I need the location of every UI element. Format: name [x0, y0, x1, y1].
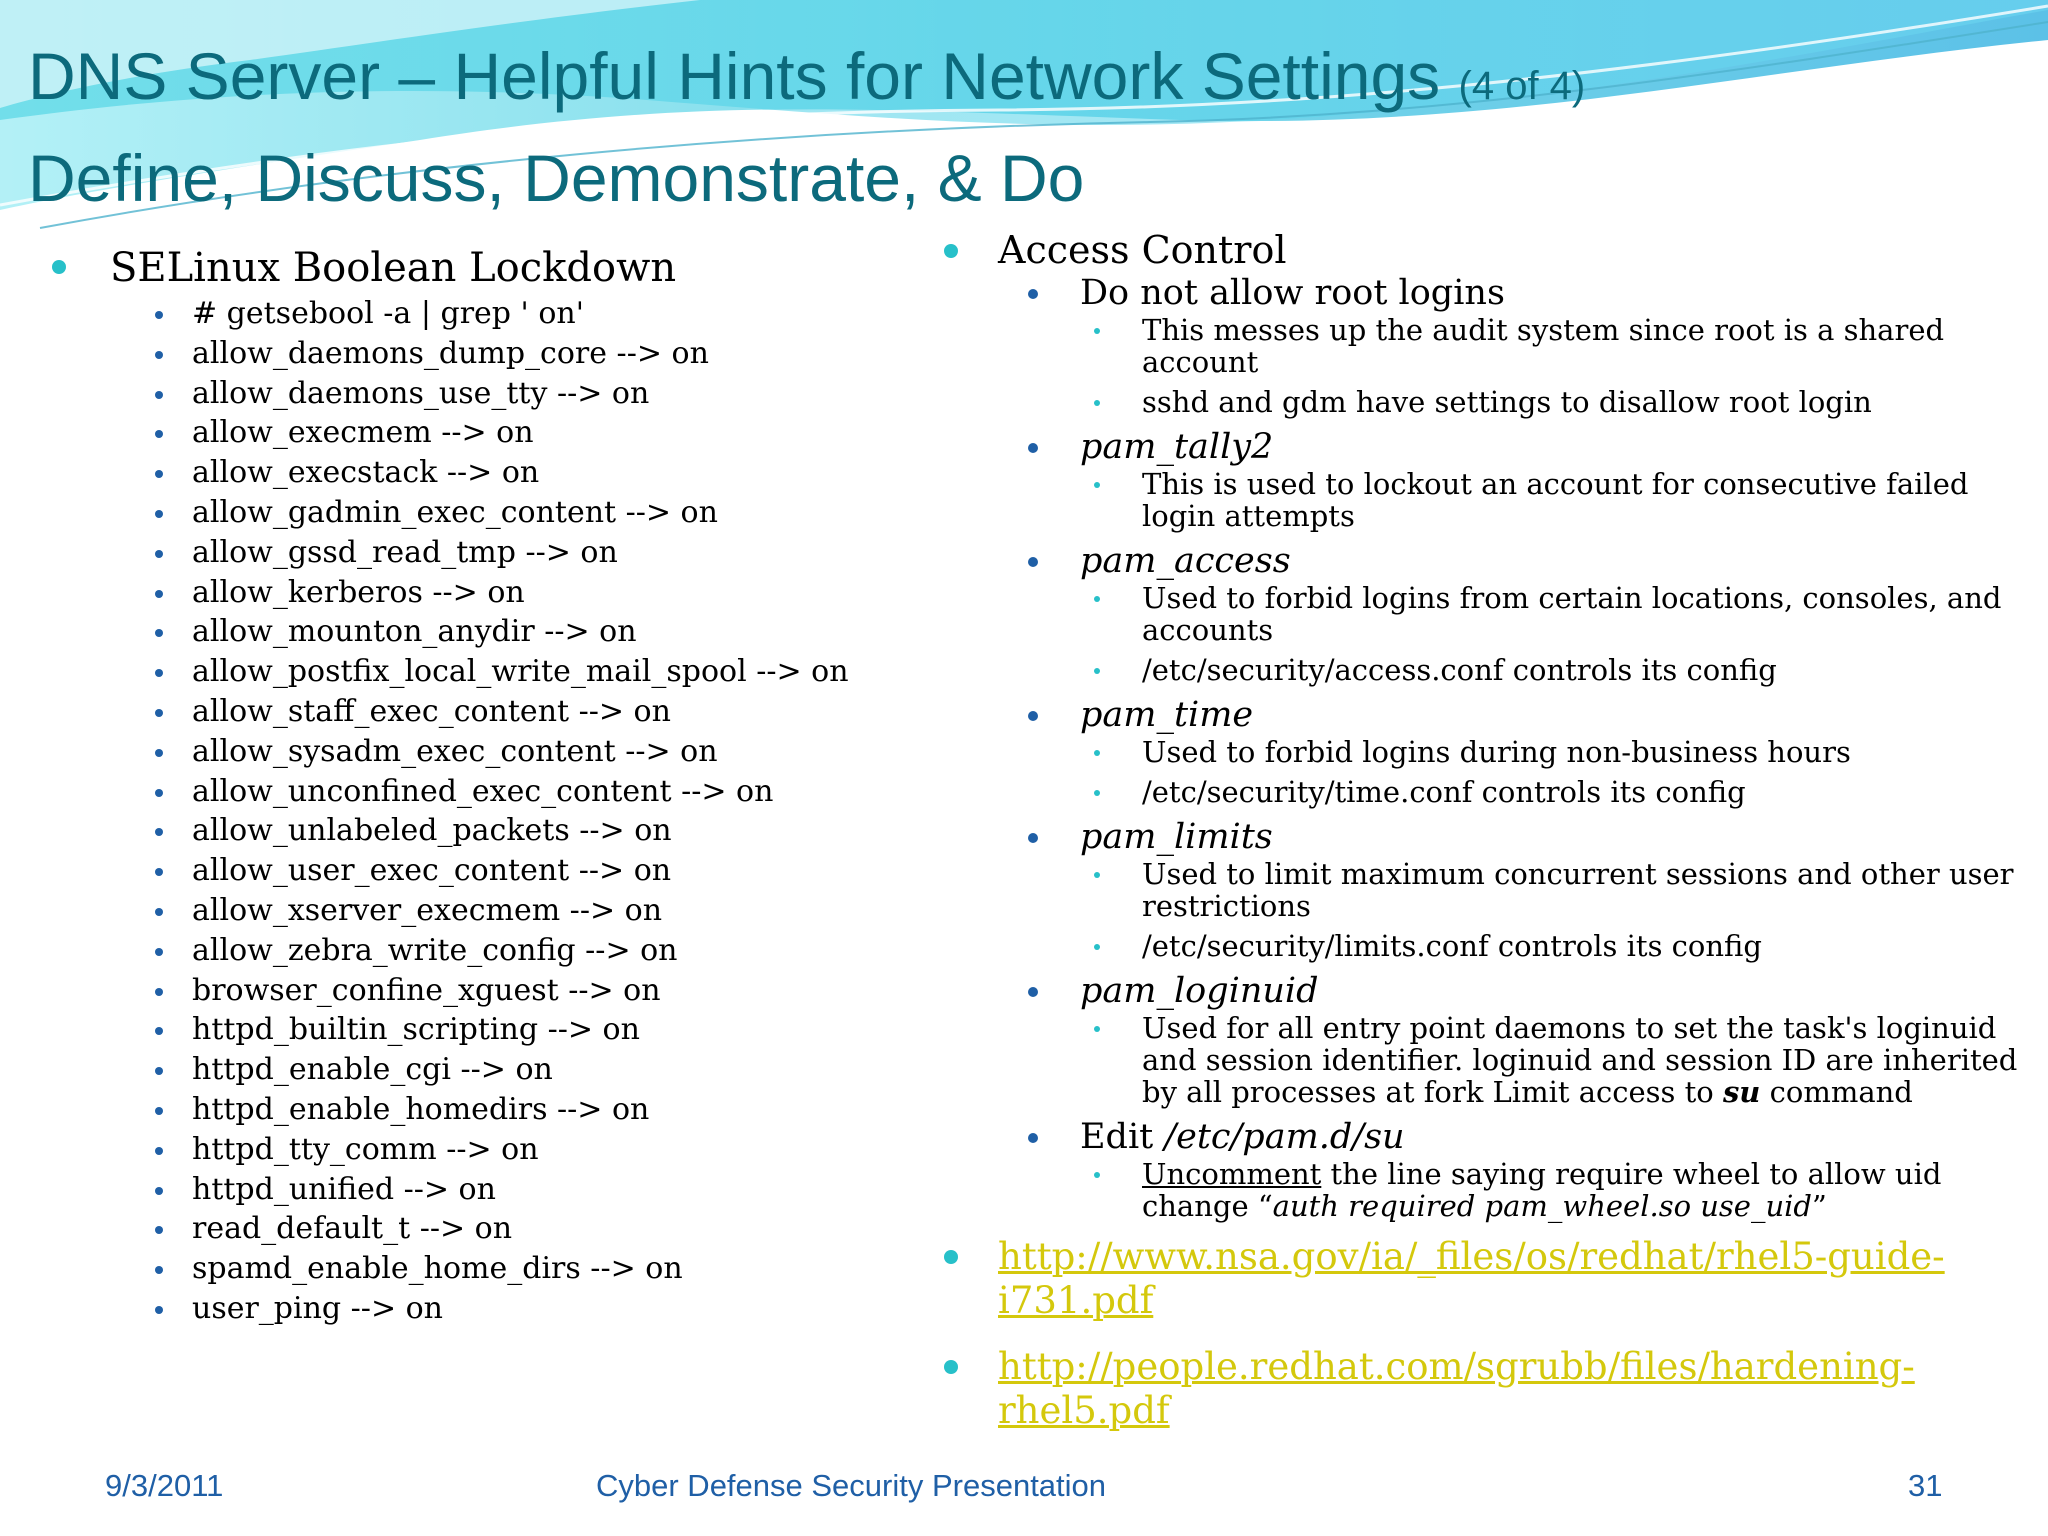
- list-item: allow_unlabeled_packets --> on: [110, 811, 920, 851]
- bullet-dot: [1028, 833, 1038, 843]
- list-item: httpd_enable_cgi --> on: [110, 1050, 920, 1090]
- pam-time-item: [930, 694, 2030, 808]
- redhat-hardening-link-item: [930, 1344, 2030, 1432]
- slide-count: (4 of 4): [1458, 64, 1586, 108]
- bullet-dot: [1094, 944, 1100, 950]
- list-item: Used to limit maximum concurrent sessions and other user restrictions: [930, 858, 2030, 922]
- bullet-dot: [155, 669, 163, 677]
- access-control-list: [998, 272, 2030, 1222]
- bullet-dot: [155, 1067, 163, 1075]
- bullet-dot: [1028, 289, 1038, 299]
- bullet-dot: [155, 908, 163, 916]
- bullet-dot: [155, 749, 163, 757]
- bullet-dot: [1028, 987, 1038, 997]
- list-item: allow_staff_exec_content --> on: [110, 692, 920, 732]
- bullet-dot: [1094, 482, 1100, 488]
- slide-subtitle: Define, Discuss, Demonstrate, & Do: [28, 141, 1085, 215]
- bullet-dot: [1094, 400, 1100, 406]
- list-item: read_default_t --> on: [110, 1209, 920, 1249]
- selinux-heading: [40, 244, 920, 1329]
- list-item: browser_confine_xguest --> on: [110, 971, 920, 1011]
- list-item: httpd_tty_comm --> on: [110, 1130, 920, 1170]
- list-item: httpd_unified --> on: [110, 1170, 920, 1210]
- access-control-heading-text: Access Control: [998, 228, 1287, 272]
- pam-loginuid-label: pam_loginuid: [1080, 971, 1319, 1011]
- selinux-column: [40, 244, 920, 1329]
- list-item: httpd_builtin_scripting --> on: [110, 1010, 920, 1050]
- bullet-dot: [155, 391, 163, 399]
- list-item: allow_sysadm_exec_content --> on: [110, 732, 920, 772]
- slide-title: [28, 38, 1585, 114]
- list-item: httpd_enable_homedirs --> on: [110, 1090, 920, 1130]
- bullet-dot: [155, 1187, 163, 1195]
- root-logins-item: [930, 272, 2030, 418]
- bullet-dot: [155, 1027, 163, 1035]
- list-item: Used to forbid logins during non-business hours: [930, 736, 2030, 768]
- bullet-dot: [155, 1266, 163, 1274]
- selinux-heading-text: SELinux Boolean Lockdown: [110, 245, 677, 291]
- list-item: allow_mounton_anydir --> on: [110, 612, 920, 652]
- bullet-dot: [155, 629, 163, 637]
- list-item: allow_xserver_execmem --> on: [110, 891, 920, 931]
- pam-tally2-item: [930, 426, 2030, 532]
- list-item: allow_unconfined_exec_content --> on: [110, 772, 920, 812]
- nsa-guide-link-item: [930, 1234, 2030, 1322]
- pam-tally2-label: pam_tally2: [1080, 427, 1274, 467]
- pam-limits-item: [930, 816, 2030, 962]
- list-item: /etc/security/access.conf controls its config: [930, 654, 2030, 686]
- list-item: sshd and gdm have settings to disallow root login: [930, 386, 2030, 418]
- root-logins-label: Do not allow root logins: [1080, 273, 1505, 313]
- list-item: allow_gssd_read_tmp --> on: [110, 533, 920, 573]
- footer-presentation-name: Cyber Defense Security Presentation: [596, 1468, 1107, 1503]
- list-item: allow_gadmin_exec_content --> on: [110, 493, 920, 533]
- bullet-dot: [155, 550, 163, 558]
- pam-access-label: pam_access: [1080, 541, 1291, 581]
- bullet-dot: [1094, 596, 1100, 602]
- bullet-dot: [155, 868, 163, 876]
- bullet-dot: [155, 988, 163, 996]
- bullet-dot: [1094, 1026, 1100, 1032]
- list-item: allow_kerberos --> on: [110, 573, 920, 613]
- pam-time-label: pam_time: [1080, 695, 1254, 735]
- bullet-dot: [1028, 443, 1038, 453]
- bullet-dot: [155, 510, 163, 518]
- bullet-dot: [155, 1107, 163, 1115]
- bullet-dot: [155, 948, 163, 956]
- list-item: /etc/security/time.conf controls its config: [930, 776, 2030, 808]
- bullet-dot: [155, 1147, 163, 1155]
- access-control-heading: [930, 228, 2030, 1222]
- list-item: Used to forbid logins from certain locations, consoles, and accounts: [930, 582, 2030, 646]
- nsa-guide-link[interactable]: http://www.nsa.gov/ia/_files/os/redhat/rhel5-guide-i731.pdf: [998, 1235, 1945, 1322]
- list-item: /etc/security/limits.conf controls its config: [930, 930, 2030, 962]
- bullet-dot: [155, 709, 163, 717]
- pam-limits-label: pam_limits: [1080, 817, 1273, 857]
- bullet-dot: [155, 470, 163, 478]
- list-item: spamd_enable_home_dirs --> on: [110, 1249, 920, 1289]
- list-item: user_ping --> on: [110, 1289, 920, 1329]
- list-item: allow_zebra_write_config --> on: [110, 931, 920, 971]
- list-item: Used for all entry point daemons to set the task's loginuid and session identifier. loginuid and session ID are inherited by all processes at fork Limit access to su command: [930, 1012, 2030, 1108]
- bullet-dot: [155, 311, 163, 319]
- bullet-dot: [1028, 557, 1038, 567]
- bullet-dot: [155, 430, 163, 438]
- edit-pam-su-item: [930, 1116, 2030, 1222]
- edit-pam-su-label: Edit /etc/pam.d/su: [1080, 1117, 1405, 1157]
- bullet-dot: [1094, 1172, 1100, 1178]
- footer-page-number: 31: [1908, 1468, 1943, 1503]
- list-item: allow_daemons_use_tty --> on: [110, 374, 920, 414]
- bullet-dot: [944, 1250, 958, 1264]
- bullet-dot: [52, 260, 66, 274]
- redhat-hardening-link[interactable]: http://people.redhat.com/sgrubb/files/hardening-rhel5.pdf: [998, 1345, 1915, 1432]
- list-item: allow_postfix_local_write_mail_spool --> on: [110, 652, 920, 692]
- list-item: allow_execstack --> on: [110, 453, 920, 493]
- bullet-dot: [1094, 750, 1100, 756]
- selinux-boolean-list: [110, 294, 920, 1329]
- bullet-dot: [1094, 790, 1100, 796]
- list-item: allow_user_exec_content --> on: [110, 851, 920, 891]
- bullet-dot: [1094, 328, 1100, 334]
- bullet-dot: [1094, 668, 1100, 674]
- list-item: allow_daemons_dump_core --> on: [110, 334, 920, 374]
- bullet-dot: [155, 828, 163, 836]
- bullet-dot: [1028, 711, 1038, 721]
- list-item: # getsebool -a | grep ' on': [110, 294, 920, 334]
- bullet-dot: [155, 1306, 163, 1314]
- access-control-column: [930, 228, 2030, 1432]
- list-item: allow_execmem --> on: [110, 413, 920, 453]
- bullet-dot: [1094, 872, 1100, 878]
- pam-access-item: [930, 540, 2030, 686]
- bullet-dot: [155, 789, 163, 797]
- bullet-dot: [944, 244, 958, 258]
- bullet-dot: [944, 1360, 958, 1374]
- bullet-dot: [155, 590, 163, 598]
- slide-title-text: DNS Server – Helpful Hints for Network Settings: [28, 39, 1441, 113]
- pam-loginuid-item: [930, 970, 2030, 1108]
- footer-date: 9/3/2011: [105, 1468, 224, 1503]
- list-item: This is used to lockout an account for consecutive failed login attempts: [930, 468, 2030, 532]
- list-item: This messes up the audit system since root is a shared account: [930, 314, 2030, 378]
- list-item: Uncomment the line saying require wheel to allow uid change “auth required pam_wheel.so use_uid”: [930, 1158, 2030, 1222]
- bullet-dot: [155, 351, 163, 359]
- bullet-dot: [1028, 1133, 1038, 1143]
- bullet-dot: [155, 1226, 163, 1234]
